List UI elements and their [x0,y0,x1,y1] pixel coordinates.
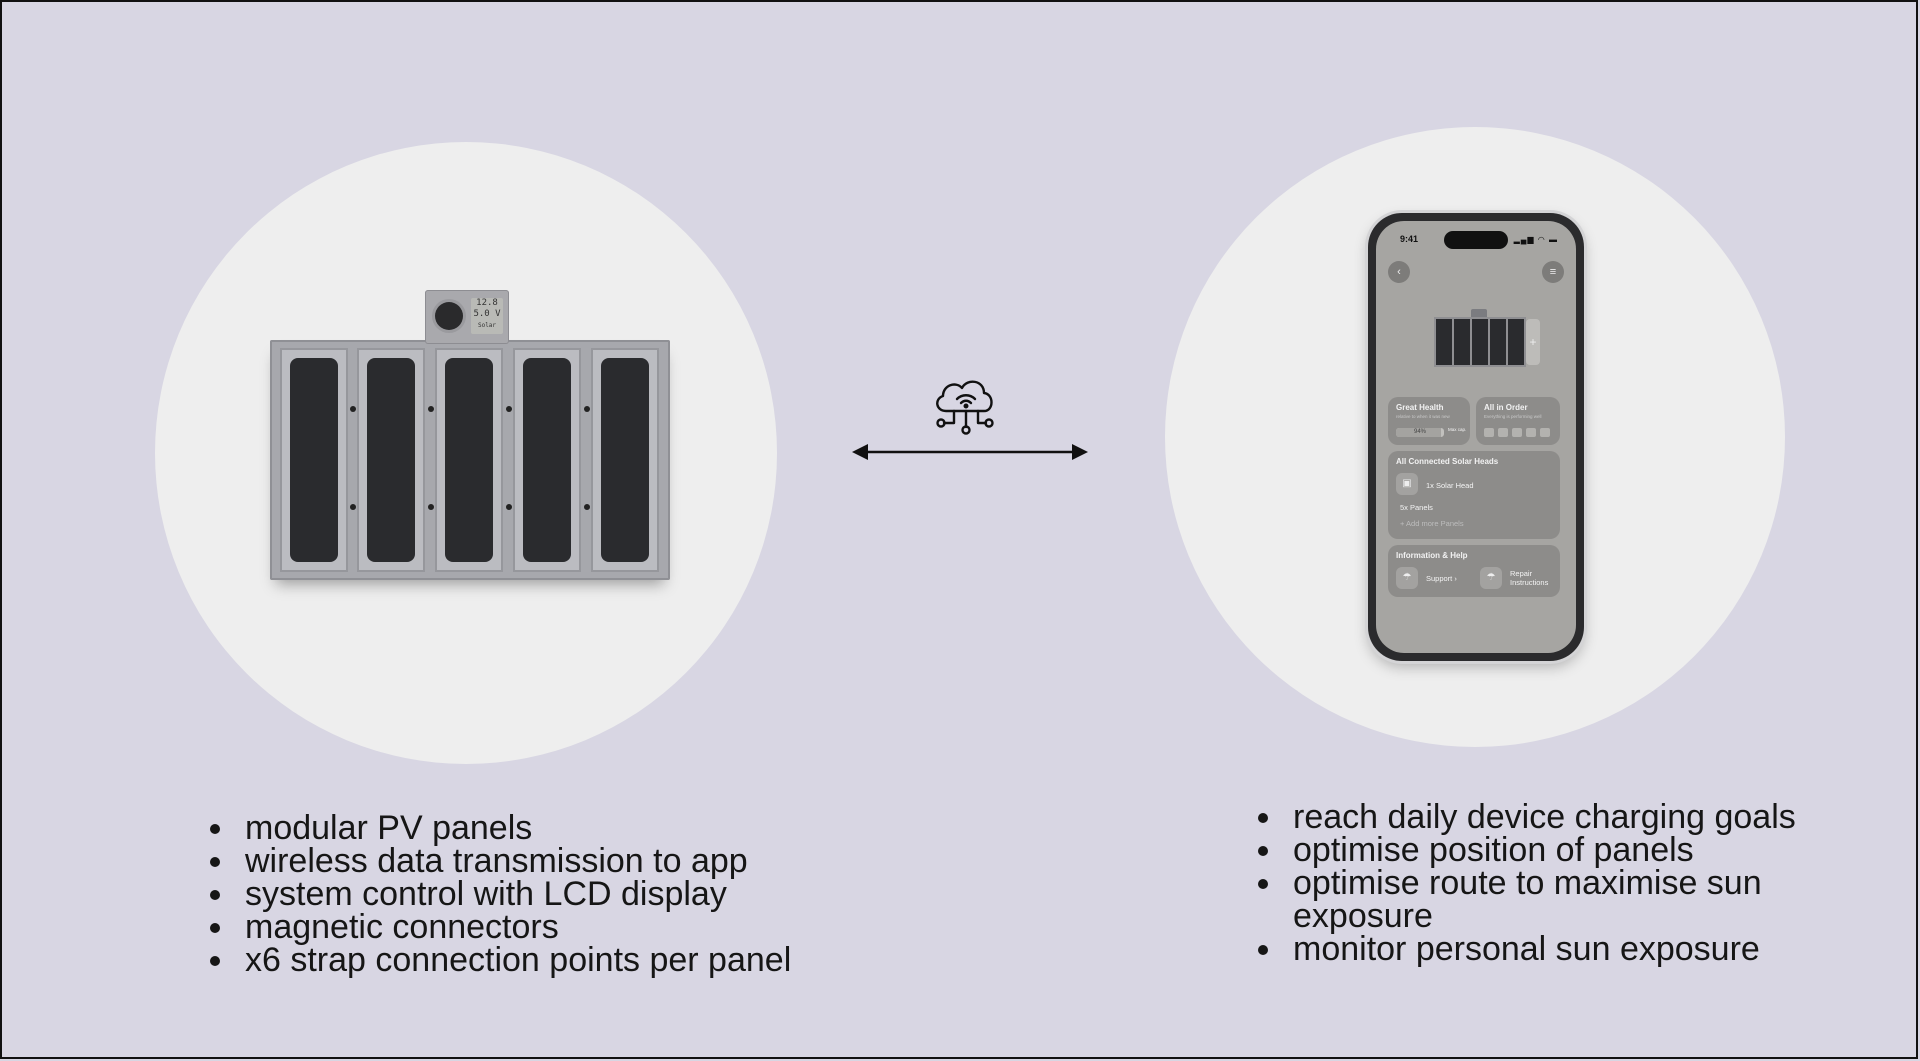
status-chip [1526,428,1536,437]
list-item: • modular PV panels [237,812,957,845]
info-help-card [1388,545,1560,597]
solar-head-icon: ▣ [1396,473,1418,495]
magnetic-connector [428,504,434,510]
magnetic-connector [584,504,590,510]
order-card[interactable] [1476,397,1560,445]
list-item: • magnetic connectors [237,911,957,944]
health-value: 94% [1413,429,1426,435]
pv-cell [523,358,571,562]
control-knob [435,302,463,330]
pv-panel [513,348,581,572]
device-features-list [205,809,957,979]
solar-panel-device [270,290,670,590]
umbrella-icon: ☂ [1396,567,1418,589]
mini-panel [1508,319,1524,365]
back-button[interactable] [1388,261,1410,283]
menu-button[interactable] [1542,261,1564,283]
repair-label-line2: Instructions [1510,578,1549,587]
lcd-control-unit [425,290,509,344]
mini-panel [1490,319,1506,365]
mini-solar-head [1471,309,1487,319]
pv-panel [591,348,659,572]
health-card-subtitle: relative to when it was new [1396,414,1450,419]
list-item: • system control with LCD display [237,878,957,911]
pv-cell [601,358,649,562]
pv-cell [367,358,415,562]
list-item: • x6 strap connection points per panel [237,944,957,977]
status-time: 9:41 [1400,234,1419,244]
magnetic-connector [428,406,434,412]
umbrella-icon: ☂ [1480,567,1502,589]
list-item: • optimise route to maximise sun exposure [1285,867,1885,933]
status-icons: ▂▄▆ ◠ ▬ [1513,235,1558,244]
magnetic-connector [350,406,356,412]
health-unit: Max cap. [1448,427,1467,432]
mini-panel [1436,319,1452,365]
connected-heads-title: All Connected Solar Heads [1396,457,1499,466]
pv-cell [445,358,493,562]
repair-label-line1: Repair [1510,569,1533,578]
order-card-subtitle: Everything is performing well [1484,414,1542,419]
chevron-right-icon: › [1454,574,1457,583]
info-help-title: Information & Help [1396,551,1468,560]
double-arrow-icon [850,440,1090,464]
panel-rack [270,340,670,580]
lcd-line: Solar [477,322,497,329]
health-bar [1396,428,1444,437]
list-item: • wireless data transmission to app [237,845,957,878]
phone-mockup [1368,213,1584,661]
pv-cell [290,358,338,562]
mini-panel [1454,319,1470,365]
status-chip [1540,428,1550,437]
lcd-display [471,298,503,334]
mini-panel-preview [1434,313,1524,365]
lcd-line: 12.8 [476,298,498,308]
cloud-wireless-icon [930,375,1000,437]
health-card[interactable] [1388,397,1470,445]
support-label: Support [1426,574,1453,583]
panel-count[interactable]: 5x Panels [1400,503,1433,512]
app-screen [1376,221,1576,653]
status-chip [1484,428,1494,437]
list-item: • optimise position of panels [1285,834,1885,867]
repair-instructions-link[interactable] [1510,569,1548,587]
status-chip [1498,428,1508,437]
add-panel-button[interactable]: + [1526,319,1540,365]
connected-heads-card [1388,451,1560,539]
chevron-left-icon: ‹ [1397,266,1401,278]
pv-panel [435,348,503,572]
add-more-panels-link[interactable]: + Add more Panels [1400,519,1464,528]
dynamic-island [1444,231,1508,249]
pv-panel [280,348,348,572]
status-chip [1512,428,1522,437]
mini-panel [1472,319,1488,365]
magnetic-connector [506,504,512,510]
order-card-title: All in Order [1484,403,1528,412]
magnetic-connector [584,406,590,412]
support-link[interactable] [1426,574,1457,583]
magnetic-connector [506,406,512,412]
list-icon: ≡ [1549,266,1557,278]
list-item: • monitor personal sun exposure [1285,933,1885,966]
solar-head-count[interactable]: 1x Solar Head [1426,481,1474,490]
pv-panel [357,348,425,572]
app-features-list [1253,798,1885,968]
health-card-title: Great Health [1396,403,1444,412]
list-item: • reach daily device charging goals [1285,801,1885,834]
magnetic-connector [350,504,356,510]
lcd-line: 5.0 V [473,309,501,319]
